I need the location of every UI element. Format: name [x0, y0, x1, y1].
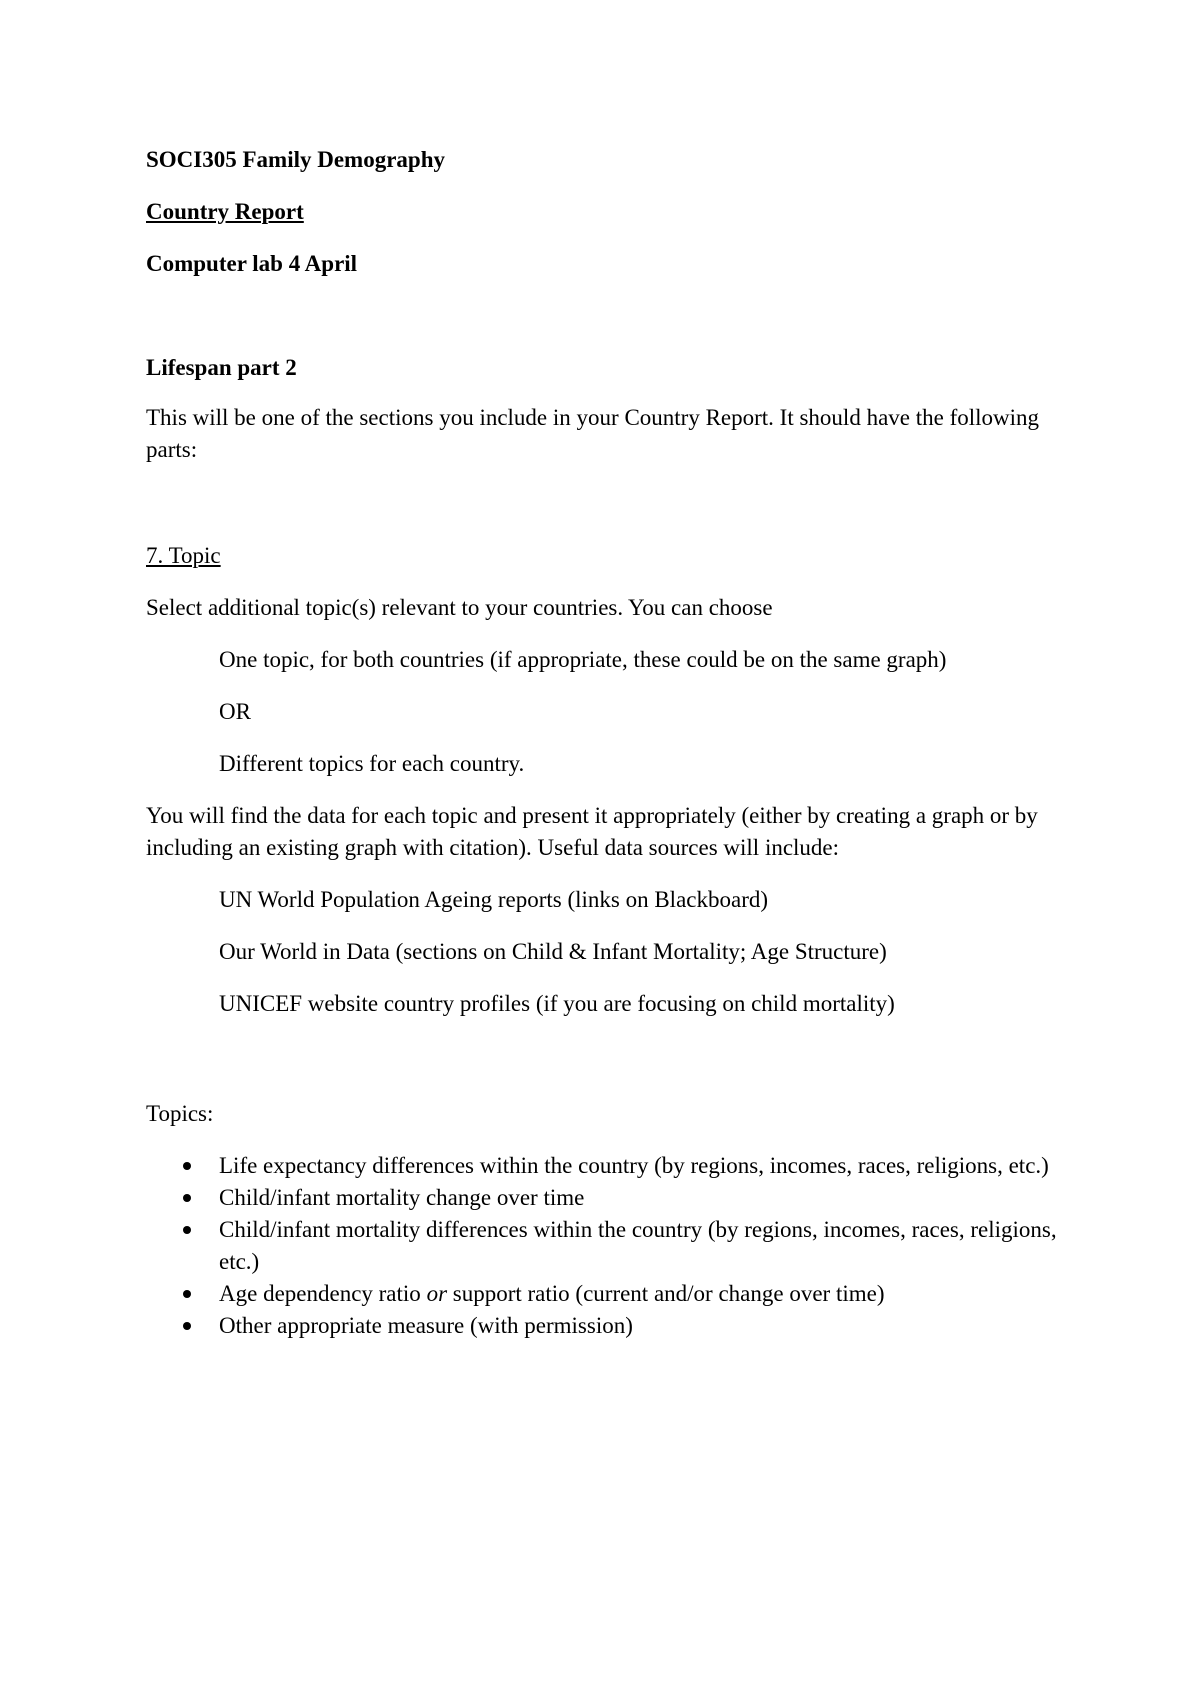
lab-title: Computer lab 4 April: [146, 251, 358, 276]
topics-list: [146, 1150, 1066, 1342]
source-item: Our World in Data (sections on Child & Infant Mortality; Age Structure): [219, 939, 887, 964]
source-item: UN World Population Ageing reports (links on Blackboard): [219, 887, 769, 912]
topic-or: OR: [219, 699, 251, 724]
topic-heading: 7. Topic: [146, 543, 221, 568]
list-item: [146, 1182, 1066, 1214]
bullet-icon: [183, 1194, 191, 1202]
bullet-icon: [183, 1290, 191, 1298]
list-item-text: Child/infant mortality differences within the country (by regions, incomes, races, religions, etc.): [219, 1217, 1057, 1274]
course-title: SOCI305 Family Demography: [146, 147, 445, 172]
list-item: [146, 1214, 1066, 1278]
source-item: UNICEF website country profiles (if you are focusing on child mortality): [219, 991, 895, 1016]
list-item-text: Other appropriate measure (with permission): [219, 1313, 633, 1338]
data-sources-text: You will find the data for each topic and present it appropriately (either by creating a graph or by including an existing graph with citation). Useful data sources will include:: [146, 803, 1038, 860]
topic-option-one: One topic, for both countries (if appropriate, these could be on the same graph): [219, 647, 947, 672]
bullet-icon: [183, 1226, 191, 1234]
list-item-text: Life expectancy differences within the country (by regions, incomes, races, religions, etc.): [219, 1153, 1049, 1178]
list-item-text: [219, 1278, 1066, 1310]
topic-option-two: Different topics for each country.: [219, 751, 525, 776]
bullet-icon: [183, 1322, 191, 1330]
bullet-icon: [183, 1162, 191, 1170]
list-item: [146, 1278, 1066, 1310]
list-item: [146, 1310, 1066, 1342]
list-item: [146, 1150, 1066, 1182]
list-item-text-before: Age dependency ratio: [219, 1281, 427, 1306]
list-item-text-emphasis: or: [426, 1281, 448, 1306]
topics-label: Topics:: [146, 1101, 214, 1126]
section-title: Lifespan part 2: [146, 355, 297, 380]
topic-select-text: Select additional topic(s) relevant to your countries. You can choose: [146, 595, 773, 620]
section-intro: This will be one of the sections you include in your Country Report. It should have the following parts:: [146, 405, 1040, 462]
list-item-text: Child/infant mortality change over time: [219, 1185, 585, 1210]
report-title: Country Report: [146, 199, 304, 224]
list-item-text-after: support ratio (current and/or change over time): [447, 1281, 885, 1306]
